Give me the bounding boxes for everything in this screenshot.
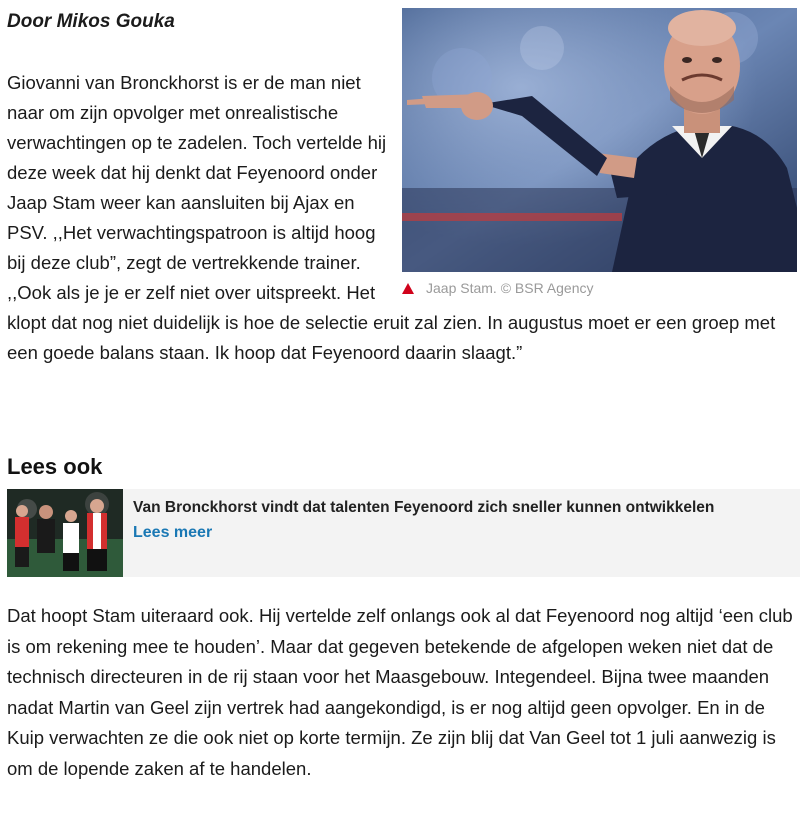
intro-paragraph-container [7,68,797,368]
caption-triangle-icon [402,283,414,294]
photo-caption-text: Jaap Stam. © BSR Agency [426,280,594,296]
article-figure [402,8,797,306]
read-more-link[interactable]: Lees meer [133,524,213,541]
related-article-title[interactable]: Van Bronckhorst vindt dat talenten Feyenoord zich sneller kunnen ontwikkelen [133,499,715,516]
related-article-thumbnail[interactable] [7,489,123,577]
photo-caption [402,278,594,298]
body-paragraph-container [7,601,797,784]
body-paragraph: Dat hoopt Stam uiteraard ook. Hij vertelde zelf onlangs ook al dat Feyenoord nog altijd ‘een club is om rekening mee te houden’. Maar dat gegeven betekende de afgelopen weken niet dat de technisch directeuren in de rij staan voor het Maasgebouw. Integendeel. Bijna twee maanden nadat Martin van Geel zijn vertrek had aangekondigd, is er nog altijd geen opvolger. En in de Kuip verwachten ze die ook niet op korte termijn. Ze zijn blij dat Van Geel tot 1 juli aanwezig is om de lopende zaken af te handelen. [7,605,793,779]
article-photo [402,8,797,272]
intro-paragraph: Giovanni van Bronckhorst is er de man niet naar om zijn opvolger met onrealistische verwachtingen op te zadelen. Toch vertelde hij deze week dat hij denkt dat Feyenoord onder Jaap Stam weer kan aansluiten bij Ajax en PSV. ,,Het verwachtingspatroon is altijd hoog bij deze club”, zegt de vertrekkende trainer. ,,Ook als je je er zelf niet over uitspreekt. Het klopt dat nog niet duidelijk is hoe de selectie eruit zal zien. In augustus moet er een groep met een goede balans staan. Ik hoop dat Feyenoord daarin slaagt.” [7,72,776,363]
article-byline: Door Mikos Gouka [7,11,175,32]
related-article-card[interactable] [7,489,800,577]
related-article-photo [7,489,123,577]
coach-pointing-photo [402,8,797,272]
section-title-lees-ook: Lees ook [7,454,103,479]
